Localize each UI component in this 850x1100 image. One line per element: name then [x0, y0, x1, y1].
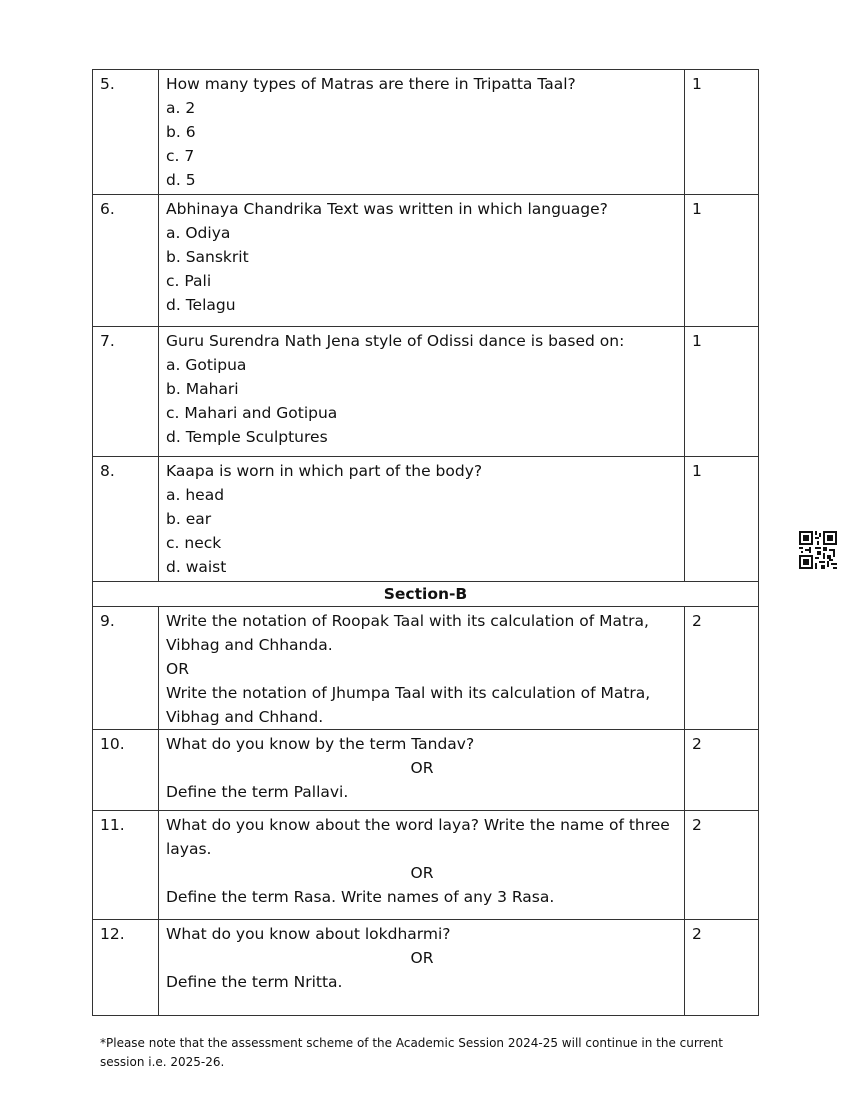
section-header-row: [93, 582, 759, 607]
option-d: d. Temple Sculptures: [166, 428, 328, 446]
question-marks: 1: [685, 195, 759, 327]
question-number: 5.: [93, 70, 159, 195]
question-text: What do you know by the term Tandav?: [166, 735, 475, 753]
question-number: 9.: [93, 607, 159, 730]
question-body: [159, 457, 685, 582]
question-row-9: [93, 607, 759, 730]
option-c: c. neck: [166, 534, 222, 552]
question-number: 7.: [93, 327, 159, 457]
or-label: OR: [410, 949, 434, 967]
question-marks: 2: [685, 920, 759, 1016]
question-number: 8.: [93, 457, 159, 582]
question-body: [159, 730, 685, 811]
question-row-12: [93, 920, 759, 1016]
or-label: OR: [410, 759, 434, 777]
alternative-question-text: Define the term Nritta.: [166, 973, 343, 991]
question-marks: 1: [685, 457, 759, 582]
option-a: a. 2: [166, 99, 196, 117]
question-body: [159, 811, 685, 920]
option-b: b. ear: [166, 510, 212, 528]
question-number: 12.: [93, 920, 159, 1016]
question-text: What do you know about the word laya? Write the name of three layas.: [166, 816, 670, 858]
option-c: c. Mahari and Gotipua: [166, 404, 338, 422]
qr-code-icon: [799, 531, 837, 569]
question-marks: 1: [685, 327, 759, 457]
question-body: [159, 920, 685, 1016]
option-a: a. head: [166, 486, 225, 504]
option-b: b. Mahari: [166, 380, 239, 398]
question-marks: 2: [685, 811, 759, 920]
question-row-11: [93, 811, 759, 920]
question-body: [159, 327, 685, 457]
alternative-question-text: Define the term Pallavi.: [166, 783, 349, 801]
alternative-question-text: Write the notation of Jhumpa Taal with its calculation of Matra, Vibhag and Chhand.: [166, 684, 651, 726]
question-table: [92, 69, 759, 1016]
question-row-6: [93, 195, 759, 327]
option-a: a. Odiya: [166, 224, 231, 242]
question-number: 6.: [93, 195, 159, 327]
question-text: How many types of Matras are there in Tripatta Taal?: [166, 75, 576, 93]
question-number: 10.: [93, 730, 159, 811]
option-c: c. 7: [166, 147, 195, 165]
option-b: b. Sanskrit: [166, 248, 249, 266]
option-a: a. Gotipua: [166, 356, 247, 374]
section-b-heading: Section-B: [93, 582, 759, 607]
question-marks: 2: [685, 730, 759, 811]
question-row-5: [93, 70, 759, 195]
question-row-8: [93, 457, 759, 582]
question-text: Write the notation of Roopak Taal with its calculation of Matra, Vibhag and Chhanda.: [166, 612, 649, 654]
question-text: Kaapa is worn in which part of the body?: [166, 462, 483, 480]
option-d: d. 5: [166, 171, 196, 189]
question-text: What do you know about lokdharmi?: [166, 925, 451, 943]
question-text: Guru Surendra Nath Jena style of Odissi dance is based on:: [166, 332, 625, 350]
question-marks: 1: [685, 70, 759, 195]
option-d: d. Telagu: [166, 296, 236, 314]
question-body: [159, 70, 685, 195]
question-text: Abhinaya Chandrika Text was written in which language?: [166, 200, 608, 218]
or-label: OR: [166, 660, 189, 678]
option-d: d. waist: [166, 558, 227, 576]
alternative-question-text: Define the term Rasa. Write names of any 3 Rasa.: [166, 888, 555, 906]
question-body: [159, 607, 685, 730]
question-row-10: [93, 730, 759, 811]
option-b: b. 6: [166, 123, 196, 141]
or-label: OR: [410, 864, 434, 882]
option-c: c. Pali: [166, 272, 212, 290]
question-number: 11.: [93, 811, 159, 920]
question-row-7: [93, 327, 759, 457]
assessment-note: *Please note that the assessment scheme of the Academic Session 2024-25 will continue in the current session i.e. 2025-26.: [100, 1036, 723, 1069]
question-body: [159, 195, 685, 327]
question-marks: 2: [685, 607, 759, 730]
